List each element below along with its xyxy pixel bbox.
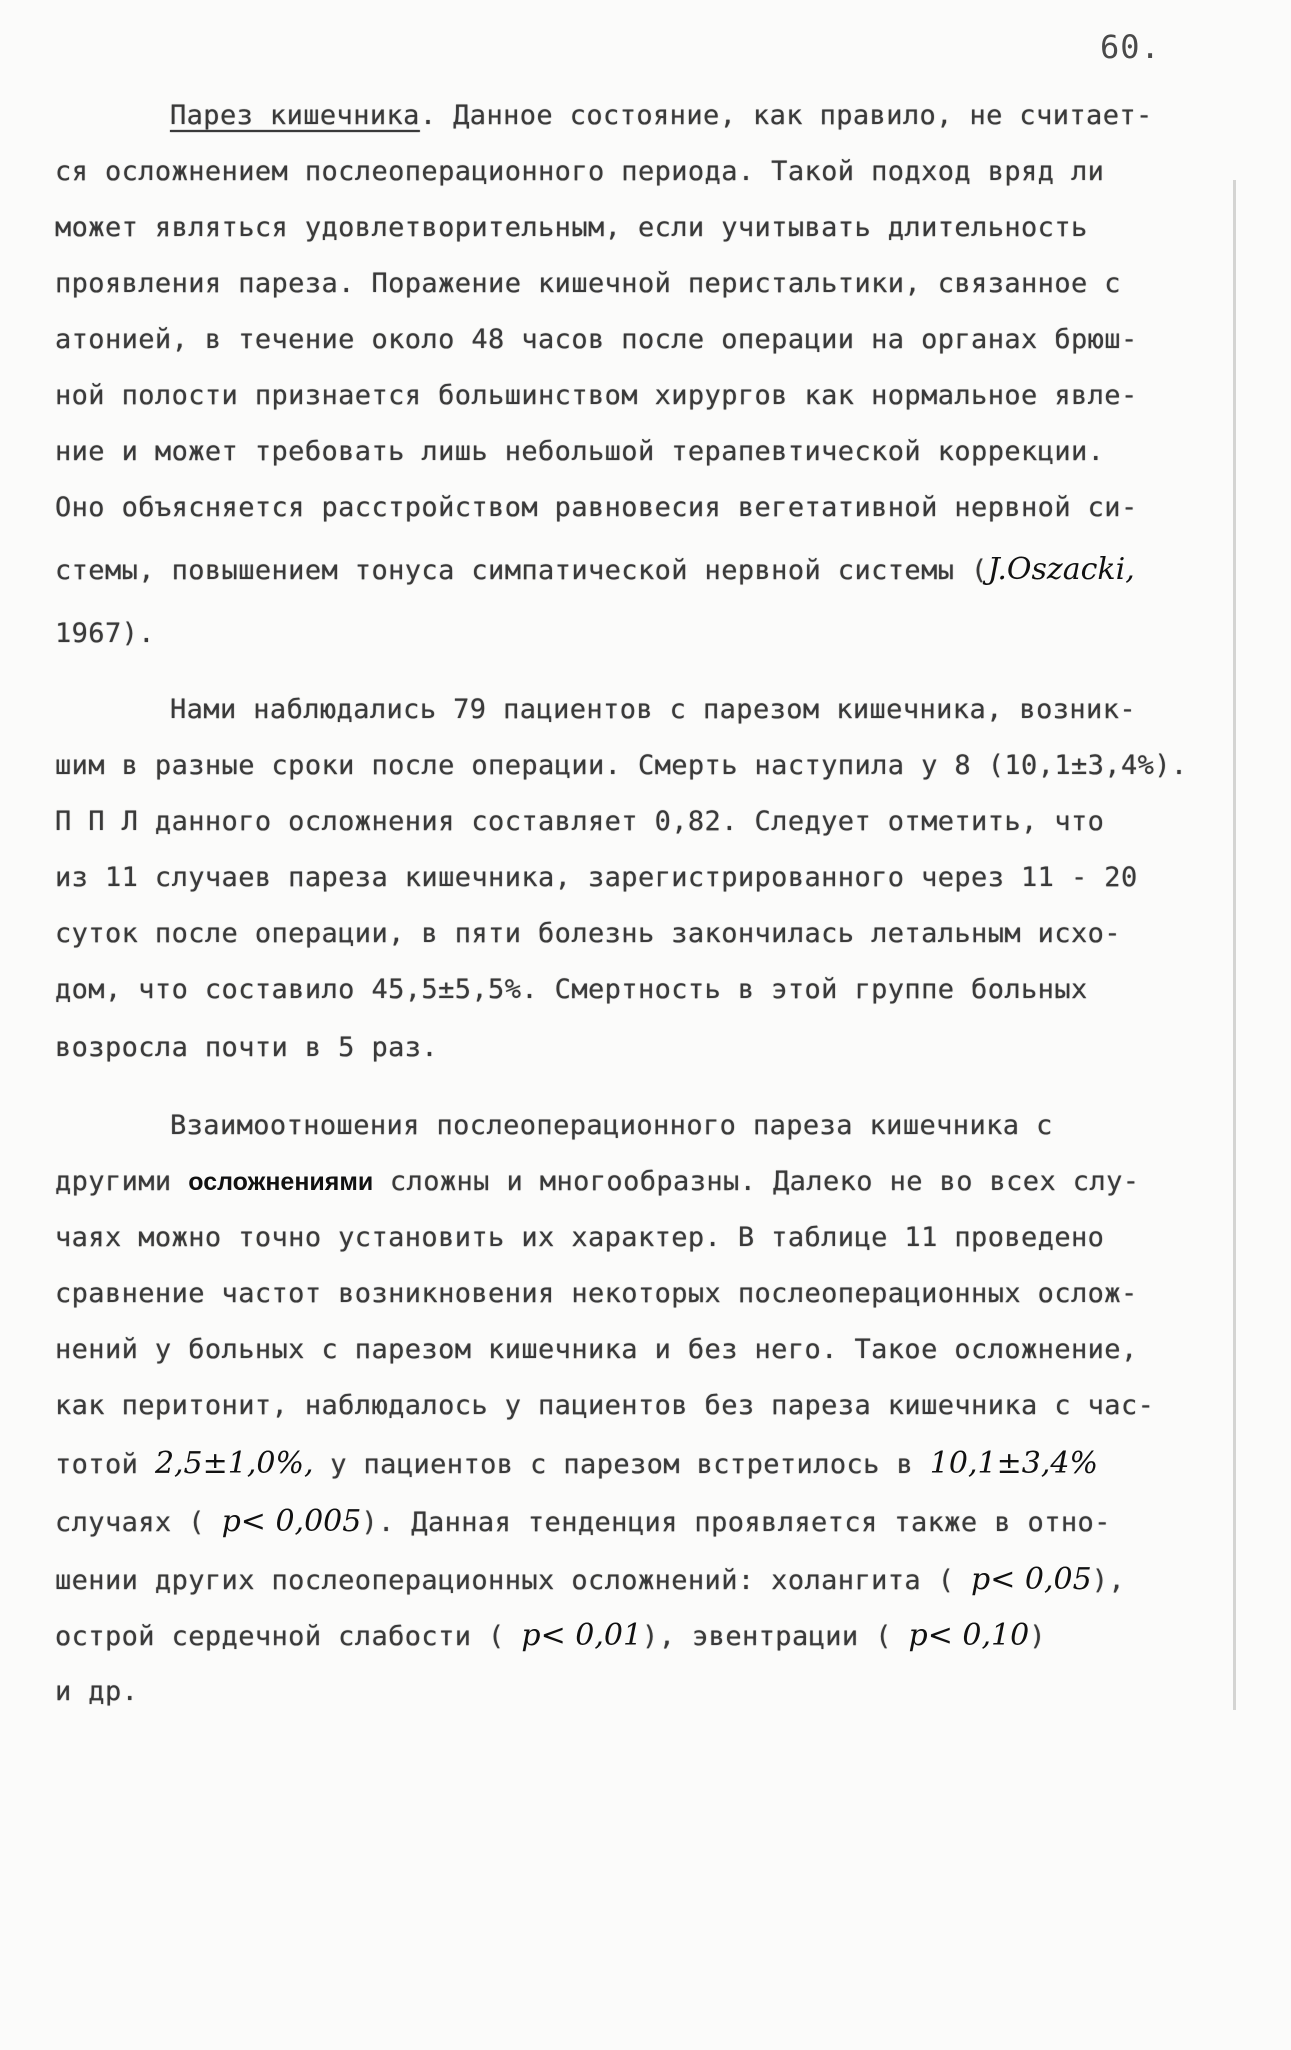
paragraph-3-line-3: чаях можно точно установить их характер. В таблице 11 проведено bbox=[55, 1222, 1105, 1253]
text-span: шении других послеоперационных осложнений: холангита ( bbox=[55, 1565, 972, 1596]
paragraph-2-line-3: П П Л данного осложнения составляет 0,82. Следует отметить, что bbox=[55, 806, 1105, 837]
text-span: тотой bbox=[55, 1449, 155, 1480]
text-span: ) bbox=[1029, 1621, 1046, 1652]
paragraph-1-line-6: ной полости признается большинством хирургов как нормальное явле- bbox=[55, 380, 1138, 411]
paragraph-3-line-11 bbox=[55, 1614, 1230, 1658]
section-title: Парез кишечника bbox=[170, 100, 420, 131]
page-number: 60. bbox=[1100, 28, 1161, 66]
paragraph-1-line-5: атонией, в течение около 48 часов после операции на органах брюш- bbox=[55, 324, 1138, 355]
text-span: ), эвентрации ( bbox=[642, 1621, 909, 1652]
paragraph-3-line-2 bbox=[55, 1160, 1230, 1204]
paragraph-2-line-4: из 11 случаев пареза кишечника, зарегистрированного через 11 - 20 bbox=[55, 862, 1138, 893]
paragraph-1-line-10: 1967). bbox=[55, 618, 155, 649]
paragraph-3-line-9 bbox=[55, 1500, 1230, 1544]
paragraph-3-line-12: и др. bbox=[55, 1676, 139, 1707]
paragraph-1-line-7: ние и может требовать лишь небольшой терапевтической коррекции. bbox=[55, 436, 1105, 467]
paragraph-1-line-3: может являться удовлетворительным, если учитывать длительность bbox=[55, 212, 1088, 243]
handwritten-citation: J.Oszacki, bbox=[987, 552, 1135, 587]
paragraph-3-line-1: Взаимоотношения послеоперационного пареза кишечника с bbox=[170, 1110, 1053, 1141]
paragraph-1-line-4: проявления пареза. Поражение кишечной перистальтики, связанное с bbox=[55, 268, 1121, 299]
paragraph-2-line-2: шим в разные сроки после операции. Смерть наступила у 8 (10,1±3,4%). bbox=[55, 750, 1188, 781]
text-span: стемы, повышением тонуса симпатической нервной системы ( bbox=[55, 555, 988, 586]
text-span: у пациентов с парезом встретилось в bbox=[313, 1449, 930, 1480]
text-span: сложны и многообразны. Далеко не во всех слу- bbox=[389, 1166, 1140, 1197]
paragraph-3-line-5: нений у больных с парезом кишечника и без него. Такое осложнение, bbox=[55, 1334, 1138, 1365]
handwritten-p-value: p< 0,10 bbox=[908, 1618, 1030, 1653]
handwritten-p-value: p< 0,05 bbox=[971, 1562, 1092, 1597]
paragraph-1-line-9 bbox=[55, 548, 1230, 592]
paragraph-1-line-1 bbox=[170, 94, 1230, 138]
handwritten-value: 2,5±1,0%, bbox=[154, 1446, 314, 1481]
paragraph-2-line-5: суток после операции, в пяти болезнь закончилась летальным исхо- bbox=[55, 918, 1121, 949]
inserted-word: осложнениями bbox=[188, 1168, 374, 1196]
paragraph-2-line-7: возросла почти в 5 раз. bbox=[55, 1032, 439, 1063]
handwritten-p-value: p< 0,005 bbox=[221, 1504, 362, 1539]
handwritten-value: 10,1±3,4% bbox=[929, 1446, 1098, 1481]
paragraph-1-line-2: ся осложнением послеоперационного периода. Такой подход вряд ли bbox=[55, 156, 1105, 187]
paragraph-3-line-10 bbox=[55, 1558, 1230, 1602]
text-span: острой сердечной слабости ( bbox=[55, 1621, 522, 1652]
text-span: случаях ( bbox=[55, 1507, 222, 1538]
paragraph-2-line-1: Нами наблюдались 79 пациентов с парезом кишечника, возник- bbox=[170, 694, 1137, 725]
paragraph-3-line-6: как перитонит, наблюдалось у пациентов без пареза кишечника с час- bbox=[55, 1390, 1155, 1421]
paragraph-1-line-8: Оно объясняется расстройством равновесия вегетативной нервной си- bbox=[55, 492, 1138, 523]
handwritten-p-value: p< 0,01 bbox=[521, 1618, 643, 1653]
page-edge-line bbox=[1233, 180, 1236, 1710]
text-span: . Данное состояние, как правило, не считает- bbox=[419, 100, 1153, 131]
text-span: ). Данная тенденция проявляется также в отно- bbox=[361, 1507, 1111, 1538]
text-span: ), bbox=[1091, 1565, 1126, 1596]
paragraph-2-line-6: дом, что составило 45,5±5,5%. Смертность в этой группе больных bbox=[55, 974, 1088, 1005]
paragraph-3-line-4: сравнение частот возникновения некоторых послеоперационных ослож- bbox=[55, 1278, 1138, 1309]
text-span: другими bbox=[55, 1166, 172, 1197]
paragraph-3-line-8 bbox=[55, 1442, 1230, 1486]
